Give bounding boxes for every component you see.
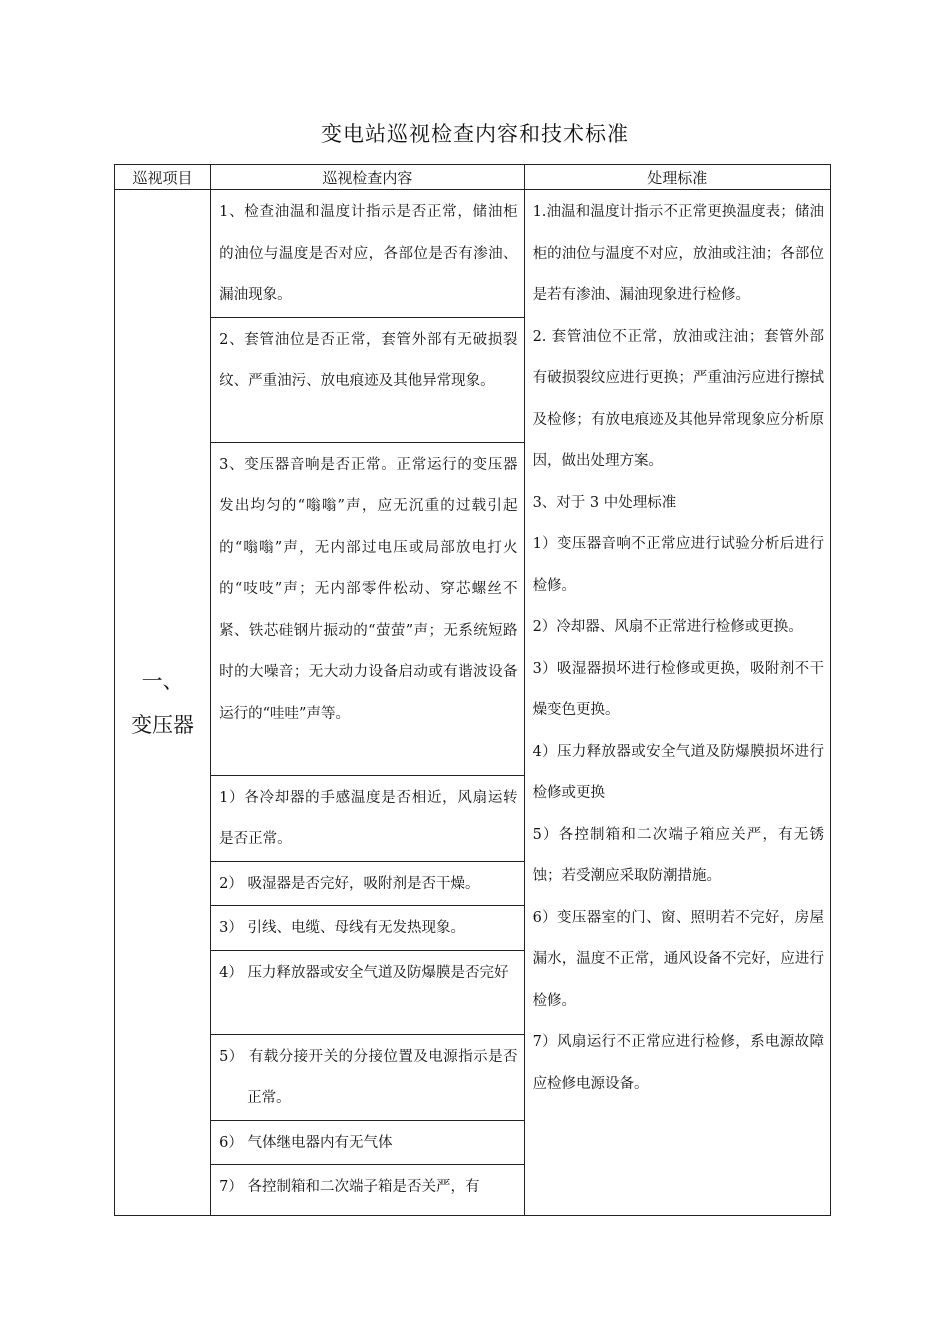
category-number: 一、	[141, 668, 184, 693]
standard-item: 3、对于 3 中处理标准	[532, 494, 677, 511]
header-item: 巡视项目	[115, 165, 211, 190]
standard-item: 5）各控制箱和二次端子箱应关严，有无锈蚀；若受潮应采取防潮措施。	[532, 826, 824, 884]
standard-item: 6）变压器室的门、窗、照明若不完好，房屋漏水，温度不正常，通风设备不完好，应进行检修。	[532, 909, 824, 1009]
content-text: 6） 气体继电器内有无气体	[219, 1134, 393, 1151]
header-standard: 处理标准	[524, 165, 830, 190]
header-content: 巡视检查内容	[211, 165, 524, 190]
standard-item: 7）风扇运行不正常应进行检修，系电源故障应检修电源设备。	[532, 1034, 824, 1092]
standard-item: 4）压力释放器或安全气道及防爆膜损坏进行检修或更换	[532, 743, 824, 801]
content-text: 4） 压力释放器或安全气道及防爆膜是否完好	[219, 964, 509, 981]
table-row	[115, 190, 831, 318]
standard-item: 3）吸湿器损坏进行检修或更换，吸附剂不干燥变色更换。	[532, 660, 824, 718]
page-title: 变电站巡视检查内容和技术标准	[321, 122, 629, 146]
content-text: 2、套管油位是否正常，套管外部有无破损裂纹、严重油污、放电痕迹及其他异常现象。	[219, 331, 518, 389]
content-text: 2） 吸湿器是否完好，吸附剂是否干燥。	[219, 875, 480, 892]
content-cell	[211, 1120, 524, 1165]
standard-cell	[524, 190, 830, 1216]
standard-item: 2. 套管油位不正常，放油或注油；套管外部有破损裂纹应进行更换；严重油污应进行擦拭及检修；有放电痕迹及其他异常现象应分析原因，做出处理方案。	[532, 328, 824, 469]
content-text: 3、变压器音响是否正常。正常运行的变压器发出均匀的“嗡嗡”声，应无沉重的过载引起的“嗡嗡”声，无内部过电压或局部放电打火的“吱吱”声；无内部零件松动、穿芯螺丝不紧、铁芯硅钢片振动的“萤萤”声；无系统短路时的大噪音；无大动力设备启动或有谐波设备运行的“哇哇”声等。	[219, 456, 518, 722]
content-cell	[211, 1165, 524, 1216]
content-cell	[211, 775, 524, 861]
category-cell	[115, 190, 211, 1216]
standard-item: 2）冷却器、风扇不正常进行检修或更换。	[532, 619, 803, 635]
content-text: 7） 各控制箱和二次端子箱是否关严，有	[219, 1179, 480, 1195]
content-text: 5） 有载分接开关的分接位置及电源指示是否正常。	[219, 1048, 518, 1106]
standard-item: 1）变压器音响不正常应进行试验分析后进行检修。	[532, 536, 824, 594]
inspection-table	[114, 164, 831, 1216]
content-cell	[211, 950, 524, 1034]
standard-item: 1.油温和温度计指示不正常更换温度表；储油柜的油位与温度不对应，放油或注油；各部位是若有渗油、漏油现象进行检修。	[532, 204, 824, 303]
content-cell	[211, 190, 524, 318]
content-cell	[211, 442, 524, 775]
table-header-row	[115, 165, 831, 190]
content-cell	[211, 317, 524, 442]
category-name: 变压器	[131, 712, 195, 737]
content-cell	[211, 906, 524, 951]
content-cell	[211, 861, 524, 906]
content-text: 1）各冷却器的手感温度是否相近，风扇运转是否正常。	[219, 789, 518, 847]
content-text: 1、检查油温和温度计指示是否正常，储油柜的油位与温度是否对应，各部位是否有渗油、漏油现象。	[219, 204, 518, 303]
content-text: 3） 引线、电缆、母线有无发热现象。	[219, 920, 465, 936]
content-cell	[211, 1034, 524, 1120]
